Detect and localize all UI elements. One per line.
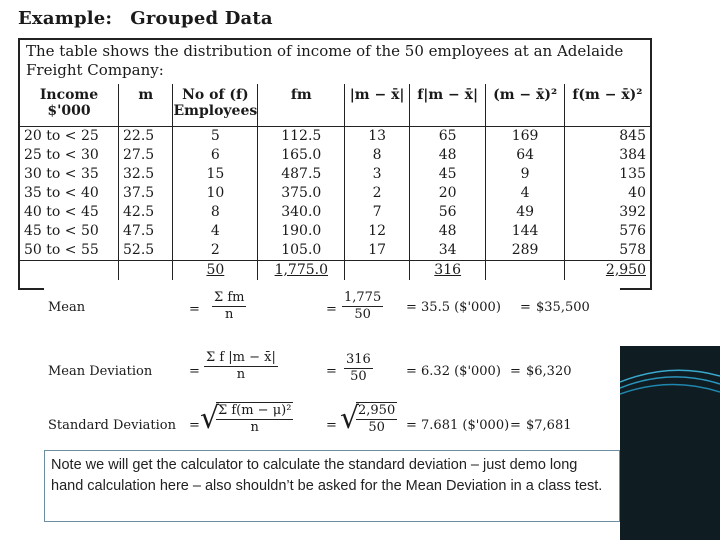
mean-deviation-result: = 6.32 ($'000) <box>406 364 501 379</box>
cell-fsqdev: 845 <box>564 126 650 146</box>
cell-income: 35 to < 40 <box>24 184 99 201</box>
header-f: No of (f) Employees <box>173 84 258 126</box>
cell-f: 15 <box>173 165 258 184</box>
cell-absdev: 13 <box>345 126 410 146</box>
slide-decoration-lines <box>620 352 720 432</box>
header-absdev: |m − x̄| <box>345 84 410 126</box>
cell-absdev: 7 <box>345 203 410 222</box>
cell-fsqdev: 384 <box>564 146 650 165</box>
intro-text: The table shows the distribution of income of the 50 employees at an Adelaide Freight Company: <box>26 42 624 79</box>
standard-deviation-symbolic: $\frac{\text{Σ f(m − μ)²}}{n}$ <box>218 403 292 435</box>
cell-sqdev: 49 <box>486 203 564 222</box>
mean-label: Mean <box>48 300 86 315</box>
cell-fabsdev: 45 <box>409 165 485 184</box>
cell-fm: 340.0 <box>258 203 345 222</box>
standard-deviation-formula: Standard Deviation = √ $\frac{\text{Σ f(m − μ)²}}{n}$ = √ $\frac{2,950}{50}$ = 7.681 ($'000) = $7,681 <box>48 401 572 436</box>
cell-f: 2 <box>173 241 258 261</box>
cell-fabsdev: 48 <box>409 222 485 241</box>
header-sqdev: (m − x̄)² <box>486 84 564 126</box>
cell-m: 52.5 <box>119 241 173 261</box>
cell-f: 10 <box>173 184 258 203</box>
cell-income: 40 to < 45 <box>24 203 99 220</box>
cell-fabsdev: 20 <box>409 184 485 203</box>
cell-income: 45 to < 50 <box>24 222 99 239</box>
title-text: Grouped Data <box>130 8 273 29</box>
cell-sqdev: 289 <box>486 241 564 261</box>
table-row <box>20 165 650 184</box>
mean-result: = 35.5 ($'000) <box>406 300 501 315</box>
sqrt-icon: √ <box>200 401 220 436</box>
cell-income: 25 to < 30 <box>24 146 99 163</box>
total-fsqdev: 2,950 <box>605 261 646 278</box>
standard-deviation-label: Standard Deviation <box>48 418 176 433</box>
cell-m: 22.5 <box>119 126 173 146</box>
cell-fsqdev: 40 <box>564 184 650 203</box>
cell-fm: 190.0 <box>258 222 345 241</box>
sqrt-icon: √ <box>340 401 360 436</box>
cell-f: 4 <box>173 222 258 241</box>
table-row <box>20 126 650 146</box>
total-fabsdev: 316 <box>434 261 462 278</box>
cell-income: 20 to < 25 <box>24 127 99 144</box>
header-fm: fm <box>258 84 345 126</box>
mean-deviation-final: $6,320 <box>526 364 572 379</box>
cell-f: 5 <box>173 126 258 146</box>
cell-absdev: 17 <box>345 241 410 261</box>
cell-absdev: 12 <box>345 222 410 241</box>
cell-fsqdev: 392 <box>564 203 650 222</box>
mean-formula: Mean = $\frac{\text{Σ fm}}{n}$ = $\frac{1,775}{50}$ = 35.5 ($'000) = $35,500 <box>48 290 590 322</box>
standard-deviation-result: = 7.681 ($'000) <box>406 418 510 433</box>
header-m: m <box>119 84 173 126</box>
cell-fabsdev: 65 <box>409 126 485 146</box>
cell-absdev: 2 <box>345 184 410 203</box>
mean-final: $35,500 <box>536 300 590 315</box>
cell-m: 27.5 <box>119 146 173 165</box>
table-row <box>20 184 650 203</box>
note-box: Note we will get the calculator to calculate the standard deviation – just demo long hand calculation here – also shouldn’t be asked for the Mean Deviation in a class test. <box>44 450 620 522</box>
mean-deviation-label: Mean Deviation <box>48 364 153 379</box>
cell-sqdev: 64 <box>486 146 564 165</box>
grouped-data-card <box>18 38 652 290</box>
cell-fsqdev: 135 <box>564 165 650 184</box>
table-row <box>20 146 650 165</box>
income-table <box>20 84 650 280</box>
table-row <box>20 241 650 261</box>
cell-fm: 112.5 <box>258 126 345 146</box>
cell-income: 30 to < 35 <box>24 165 99 182</box>
table-row <box>20 203 650 222</box>
cell-fm: 375.0 <box>258 184 345 203</box>
cell-sqdev: 144 <box>486 222 564 241</box>
cell-m: 37.5 <box>119 184 173 203</box>
mean-deviation-formula: Mean Deviation = $\frac{\text{Σ f |m − x̄|}}{n}$ = $\frac{316}{50}$ = 6.32 ($'000) = $6,320 <box>48 350 572 384</box>
cell-fabsdev: 56 <box>409 203 485 222</box>
table-row <box>20 222 650 241</box>
table-body <box>20 126 650 260</box>
total-fm: 1,775.0 <box>274 261 328 278</box>
cell-fm: 165.0 <box>258 146 345 165</box>
mean-values: $\frac{1,775}{50}$ <box>344 290 382 322</box>
cell-m: 42.5 <box>119 203 173 222</box>
header-income: Income $'000 <box>20 84 119 126</box>
cell-income: 50 to < 55 <box>24 241 99 258</box>
table-header-row <box>20 84 650 126</box>
cell-fm: 487.5 <box>258 165 345 184</box>
cell-fabsdev: 48 <box>409 146 485 165</box>
cell-f: 8 <box>173 203 258 222</box>
cell-sqdev: 9 <box>486 165 564 184</box>
mean-deviation-symbolic: $\frac{\text{Σ f |m − x̄|}}{n}$ <box>206 350 276 382</box>
title-label: Example: <box>18 8 113 29</box>
formula-panel <box>44 288 620 450</box>
cell-f: 6 <box>173 146 258 165</box>
mean-deviation-values: $\frac{316}{50}$ <box>346 352 371 384</box>
standard-deviation-final: $7,681 <box>526 418 572 433</box>
cell-fabsdev: 34 <box>409 241 485 261</box>
page-title <box>18 8 291 29</box>
standard-deviation-values: $\frac{2,950}{50}$ <box>358 403 396 435</box>
cell-fsqdev: 578 <box>564 241 650 261</box>
cell-fsqdev: 576 <box>564 222 650 241</box>
header-fabsdev: f|m − x̄| <box>409 84 485 126</box>
cell-sqdev: 4 <box>486 184 564 203</box>
mean-symbolic: $\frac{\text{Σ fm}}{n}$ <box>214 290 245 322</box>
cell-m: 32.5 <box>119 165 173 184</box>
cell-absdev: 3 <box>345 165 410 184</box>
cell-absdev: 8 <box>345 146 410 165</box>
cell-fm: 105.0 <box>258 241 345 261</box>
cell-sqdev: 169 <box>486 126 564 146</box>
total-f: 50 <box>206 261 225 278</box>
table-total-row <box>20 260 650 280</box>
header-fsqdev: f(m − x̄)² <box>564 84 650 126</box>
cell-m: 47.5 <box>119 222 173 241</box>
